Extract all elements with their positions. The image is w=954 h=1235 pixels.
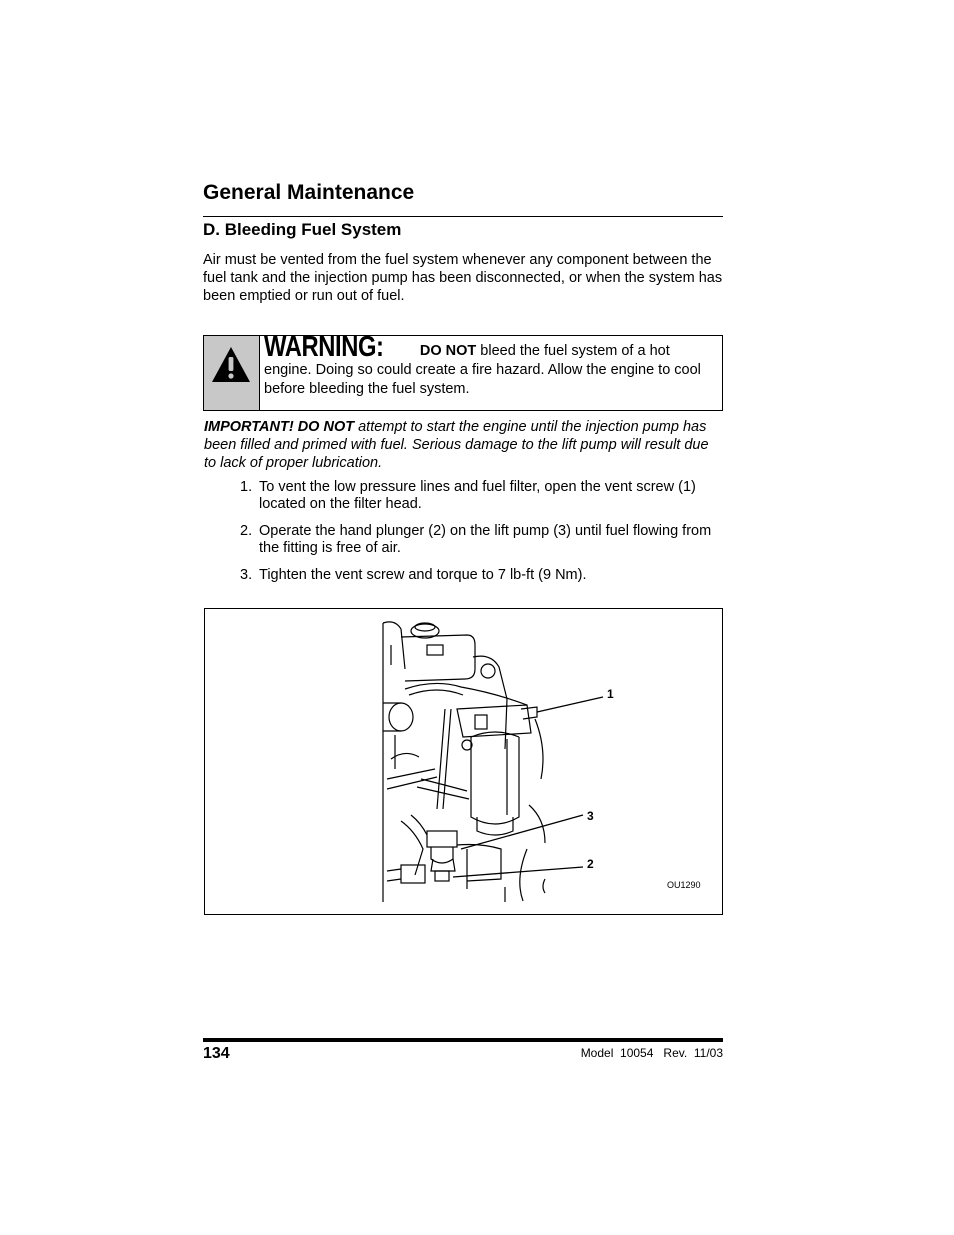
warning-box — [203, 331, 723, 411]
figure-id: OU1290 — [667, 880, 701, 890]
important-body: attempt to start the engine until the injection pump has been filled and primed with fuel. Serious damage to the lift pump will result due to lack of proper lubrication. — [204, 419, 709, 471]
callout-label: 3 — [587, 809, 594, 823]
callout-label: 2 — [587, 857, 594, 871]
warning-icon-panel — [204, 336, 260, 410]
intro-paragraph: Air must be vented from the fuel system whenever any component between the fuel tank and the injection pump has been disconnected, or when the system has been emptied or run out of fuel. — [203, 252, 723, 304]
warning-label: WARNING: — [264, 331, 384, 363]
list-item — [240, 523, 725, 557]
page-number: 134 — [203, 1045, 230, 1062]
engine-illustration — [205, 609, 722, 914]
section-title: General Maintenance — [203, 181, 415, 204]
step-number: 3. — [240, 567, 253, 583]
steps-list — [240, 479, 725, 594]
warning-emphasis: DO NOT — [419, 343, 477, 359]
step-text: To vent the low pressure lines and fuel filter, open the vent screw (1) located on the filter head. — [259, 479, 696, 512]
warning-triangle-icon — [210, 345, 252, 385]
step-text: Tighten the vent screw and torque to 7 lb-ft (9 Nm). — [259, 567, 587, 583]
subsection-title: D. Bleeding Fuel System — [203, 220, 402, 239]
list-item — [240, 479, 725, 513]
callout-label: 1 — [607, 687, 614, 701]
warning-text — [264, 331, 719, 399]
warning-body: bleed the fuel system of a hot engine. Doing so could create a fire hazard. Allow the engine to cool before bleeding the fuel system. — [264, 343, 701, 397]
list-item — [240, 567, 725, 584]
engine-figure — [204, 608, 723, 915]
important-emphasis: IMPORTANT! DO NOT — [204, 419, 355, 435]
header-rule — [203, 216, 723, 217]
step-number: 2. — [240, 523, 253, 539]
important-note — [204, 418, 724, 472]
step-text: Operate the hand plunger (2) on the lift pump (3) until fuel flowing from the fitting is free of air. — [259, 523, 712, 556]
footer-rule — [203, 1038, 723, 1042]
step-number: 1. — [240, 479, 253, 495]
model-revision: Model 10054 Rev. 11/03 — [580, 1046, 723, 1060]
